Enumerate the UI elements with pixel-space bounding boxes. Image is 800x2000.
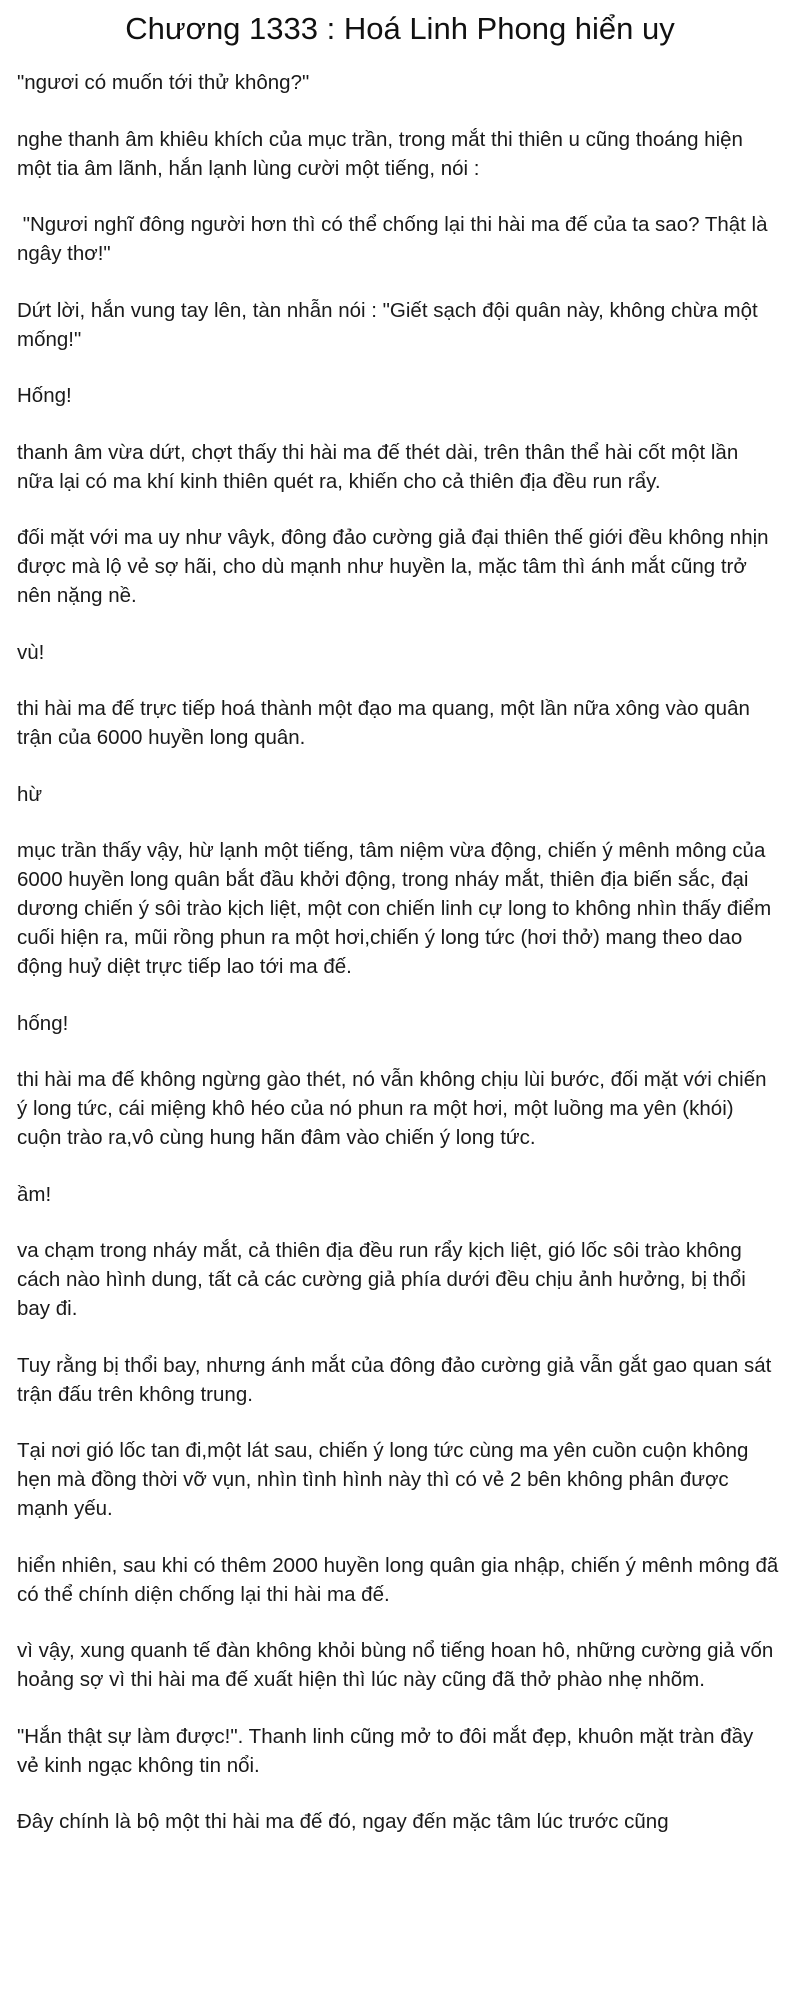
chapter-body — [0, 68, 800, 1836]
paragraph: hừ — [17, 782, 43, 806]
paragraph: hống! — [17, 1011, 69, 1035]
paragraph: vì vậy, xung quanh tế đàn không khỏi bùng nổ tiếng hoan hô, những cường giả vốn hoảng sợ vì thi hài ma đế xuất hiện thì lúc này cũng đã thở phào nhẹ nhõm. — [17, 1639, 774, 1691]
paragraph: thi hài ma đế không ngừng gào thét, nó vẫn không chịu lùi bước, đối mặt với chiến ý long tức, cái miệng khô héo của nó phun ra một hơi, một luồng ma yên (khói) cuộn trào ra,vô cùng hung hãn đâm vào chiến ý long tức. — [17, 1068, 767, 1149]
paragraph: va chạm trong nháy mắt, cả thiên địa đều run rẩy kịch liệt, gió lốc sôi trào không cách nào hình dung, tất cả các cường giả phía dưới đều chịu ảnh hưởng, bị thổi bay đi. — [17, 1239, 746, 1320]
paragraph: Tại nơi gió lốc tan đi,một lát sau, chiến ý long tức cùng ma yên cuồn cuộn không hẹn mà đồng thời vỡ vụn, nhìn tình hình này thì có vẻ 2 bên không phân được mạnh yếu. — [17, 1439, 749, 1520]
paragraph: Đây chính là bộ một thi hài ma đế đó, ngay đến mặc tâm lúc trước cũng — [17, 1810, 669, 1833]
paragraph: nghe thanh âm khiêu khích của mục trần, trong mắt thi thiên u cũng thoáng hiện một tia âm lãnh, hắn lạnh lùng cười một tiếng, nói : — [17, 127, 743, 180]
paragraph: thi hài ma đế trực tiếp hoá thành một đạo ma quang, một lần nữa xông vào quân trận của 6000 huyền long quân. — [17, 697, 750, 749]
chapter-title: Chương 1333 : Hoá Linh Phong hiển uy — [125, 11, 675, 46]
paragraph: "ngươi có muốn tới thử không?" — [17, 71, 310, 94]
paragraph: mục trần thấy vậy, hừ lạnh một tiếng, tâm niệm vừa động, chiến ý mênh mông của 6000 huyền long quân bắt đầu khởi động, trong nháy mắt, thiên địa biến sắc, đại dương chiến ý sôi trào kịch liệt, một con chiến linh cự long to không nhìn thấy điểm cuối hiện ra, mũi rồng phun ra một hơi,chiến ý long tức (hơi thở) mang theo dao động huỷ diệt trực tiếp lao tới ma đế. — [17, 839, 772, 978]
paragraph: ầm! — [17, 1182, 52, 1206]
paragraph: thanh âm vừa dứt, chợt thấy thi hài ma đế thét dài, trên thân thể hài cốt một lần nữa lại có ma khí kinh thiên quét ra, khiến cho cả thiên địa đều run rẩy. — [17, 440, 739, 493]
paragraph: đối mặt với ma uy như vâyk, đông đảo cường giả đại thiên thế giới đều không nhịn được mà lộ vẻ sợ hãi, cho dù mạnh như huyền la, mặc tâm thì ánh mắt cũng trở nên nặng nề. — [17, 526, 769, 607]
paragraph: Dứt lời, hắn vung tay lên, tàn nhẫn nói : "Giết sạch đội quân này, không chừa một mống!" — [17, 298, 758, 351]
paragraph: hiển nhiên, sau khi có thêm 2000 huyền long quân gia nhập, chiến ý mênh mông đã có thể chính diện chống lại thi hài ma đế. — [17, 1553, 779, 1606]
paragraph: "Ngươi nghĩ đông người hơn thì có thể chống lại thi hài ma đế của ta sao? Thật là ngây thơ!" — [17, 213, 768, 265]
paragraph: Hống! — [17, 384, 72, 407]
paragraph: vù! — [17, 640, 45, 664]
paragraph: Tuy rằng bị thổi bay, nhưng ánh mắt của đông đảo cường giả vẫn gắt gao quan sát trận đấu trên không trung. — [17, 1353, 772, 1406]
paragraph: "Hắn thật sự làm được!". Thanh linh cũng mở to đôi mắt đẹp, khuôn mặt tràn đầy vẻ kinh ngạc không tin nổi. — [17, 1724, 754, 1777]
